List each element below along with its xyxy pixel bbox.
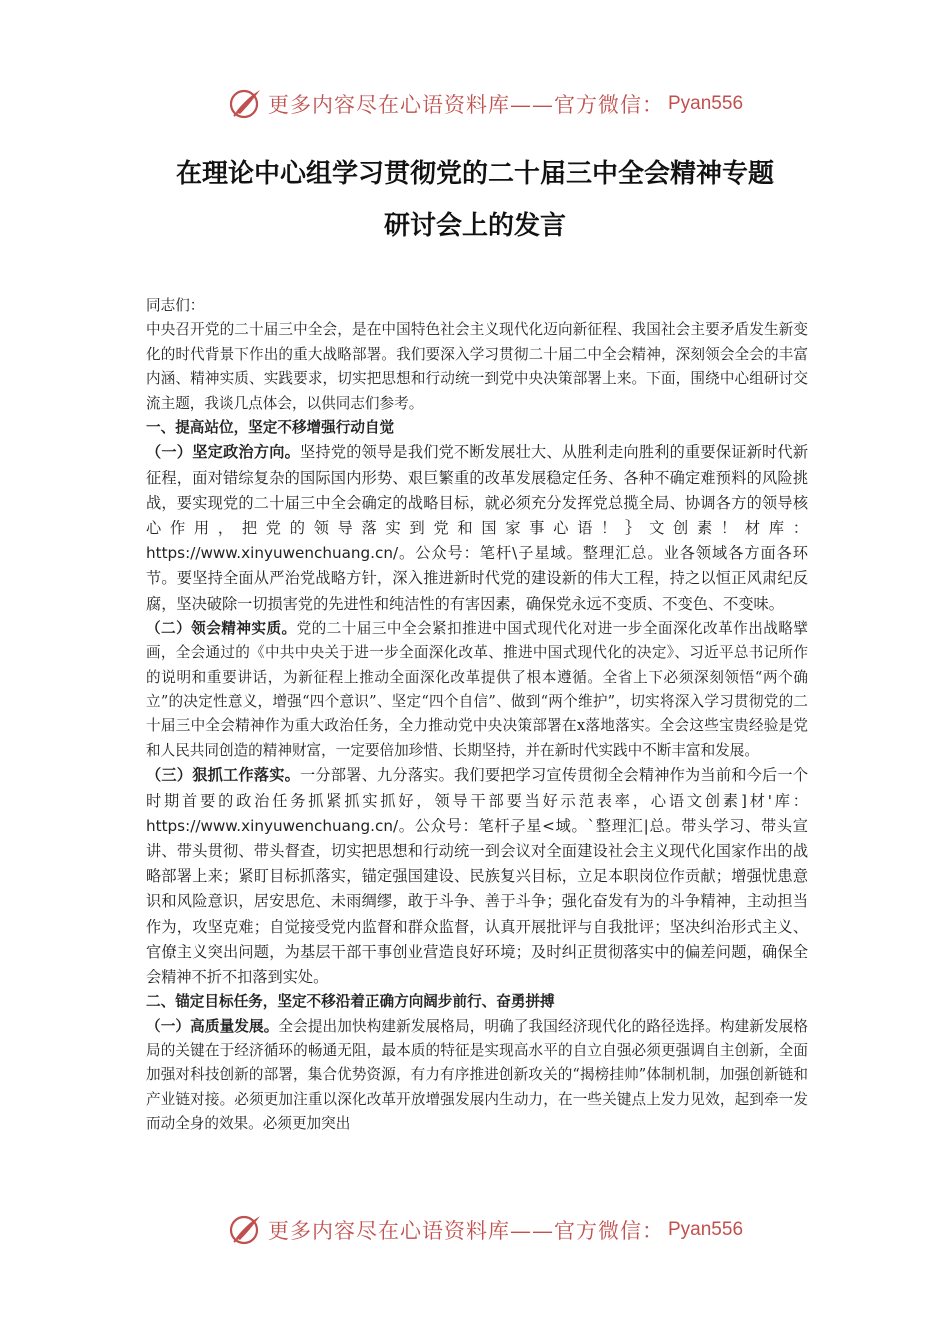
document-body <box>146 294 808 1137</box>
section-1-heading: 一、提高站位，坚定不移增强行动自觉 <box>146 419 395 437</box>
watermark-text: 更多内容尽在心语资料库——官方微信： <box>268 1219 664 1243</box>
title-line-2: 研讨会上的发言 <box>383 211 566 241</box>
paragraph-lead: （二）领会精神实质。 <box>146 619 297 637</box>
paragraph-text: 全会提出加快构建新发展格局，明确了我国经济现代化的路径选择。构建新发展格局的关键在于经济循环的畅通无阻，最本质的特征是实现高水平的自立自强必须更强调自主创新，全面加强对科技创新的部署，集合优势资源，有力有序推进创新攻关的“揭榜挂帅”体制机制，加强创新链和产业链对接。必须更加注重以深化改革开放增强发展内生动力，在一些关键点上发力见效，起到牵一发而动全身的效果。必须更加突出 <box>146 1017 808 1133</box>
intro-paragraph: 中央召开党的二十届三中全会，是在中国特色社会主义现代化迈向新征程、我国社会主要矛盾发生新变化的时代背景下作出的重大战略部署。我们要深入学习贯彻二十届二中全会精神，深刻领会全会的丰富内涵、精神实质、实践要求，切实把思想和行动统一到党中央决策部署上来。下面，围绕中心组研讨交流主题，我谈几点体会，以供同志们参考。 <box>146 321 808 412</box>
quill-pen-icon <box>228 86 264 122</box>
document-title <box>120 148 830 252</box>
title-line-1: 在理论中心组学习贯彻党的二十届三中全会精神专题 <box>175 159 774 189</box>
watermark-wechat-id: Pyan556 <box>668 93 744 114</box>
salutation: 同志们： <box>146 297 205 314</box>
paragraph-text: 党的二十届三中全会紧扣推进中国式现代化对进一步全面深化改革作出战略擘画，全会通过的《中共中央关于进一步全面深化改革、推进中国式现代化的决定》、习近平总书记所作的说明和重要讲话，为新征程上推动全面深化改革提供了根本遵循。全省上下必须深刻领悟“两个确立”的决定性意义，增强“四个意识”、坚定“四个自信”、做到“两个维护”，切实将深入学习贯彻党的二十届三中全会精神作为重大政治任务，全力推动党中央决策部署在x落地落实。全会这些宝贵经验是党和人民共同创造的精神财富，一定要倍加珍惜、长期坚持，并在新时代实践中不断丰富和发展。 <box>146 619 808 759</box>
section-1-paragraph-2 <box>146 617 808 763</box>
watermark-banner-bottom[interactable] <box>228 1210 743 1250</box>
paragraph-lead: （三）狠抓工作落实。 <box>146 766 301 785</box>
quill-pen-icon <box>228 1212 264 1248</box>
section-2-paragraph-1 <box>146 1015 808 1137</box>
section-1-paragraph-3 <box>146 763 808 990</box>
paragraph-lead: （一）坚定政治方向。 <box>146 443 301 462</box>
watermark-wechat-id: Pyan556 <box>668 1219 744 1240</box>
section-1-paragraph-1 <box>146 440 808 616</box>
paragraph-lead: （一）高质量发展。 <box>146 1017 279 1035</box>
section-2-heading: 二、锚定目标任务，坚定不移沿着正确方向阔步前行、奋勇拼搏 <box>146 993 555 1011</box>
paragraph-text: 一分部署、九分落实。我们要把学习宣传贯彻全会精神作为当前和今后一个时期首要的政治任务抓紧抓实抓好，领导干部要当好示范表率，心语文创素]材'库：https://www.xinyuwenchuang.cn/。公众号：笔杆子星<域。`整理汇|总。带头学习、带头宣讲、带头贯彻、带头督查，切实把思想和行动统一到会议对全面建设社会主义现代化国家作出的战略部署上来；紧盯目标抓落实，锚定强国建设、民族复兴目标，立足本职岗位作贡献；增强忧患意识和风险意识，居安思危、未雨绸缪，敢于斗争、善于斗争；强化奋发有为的斗争精神，主动担当作为，攻坚克难；自觉接受党内监督和群众监督，认真开展批评与自我批评；坚决纠治形式主义、官僚主义突出问题，为基层干部干事创业营造良好环境；及时纠正贯彻落实中的偏差问题，确保全会精神不折不扣落到实处。 <box>146 766 809 986</box>
paragraph-text: 坚持党的领导是我们党不断发展壮大、从胜利走向胜利的重要保证新时代新征程，面对错综复杂的国际国内形势、艰巨繁重的改革发展稳定任务、各种不确定难预料的风险挑战，要实现党的二十届三中全会确定的战略目标，就必须充分发挥党总揽全局、协调各方的领导核心作用，把党的领导落实到党和国家事心语！｝文创素！材库：https://www.xinyuwenchuang.cn/。公众号：笔杆\子星域。整理汇总。业各领域各方面各环节。要坚持全面从严治党战略方针，深入推进新时代党的建设新的伟大工程，持之以恒正风肃纪反腐，坚决破除一切损害党的先进性和纯洁性的有害因素，确保党永远不变质、不变色、不变味。 <box>146 443 809 613</box>
watermark-text: 更多内容尽在心语资料库——官方微信： <box>268 93 664 117</box>
watermark-banner-top[interactable] <box>228 84 743 124</box>
